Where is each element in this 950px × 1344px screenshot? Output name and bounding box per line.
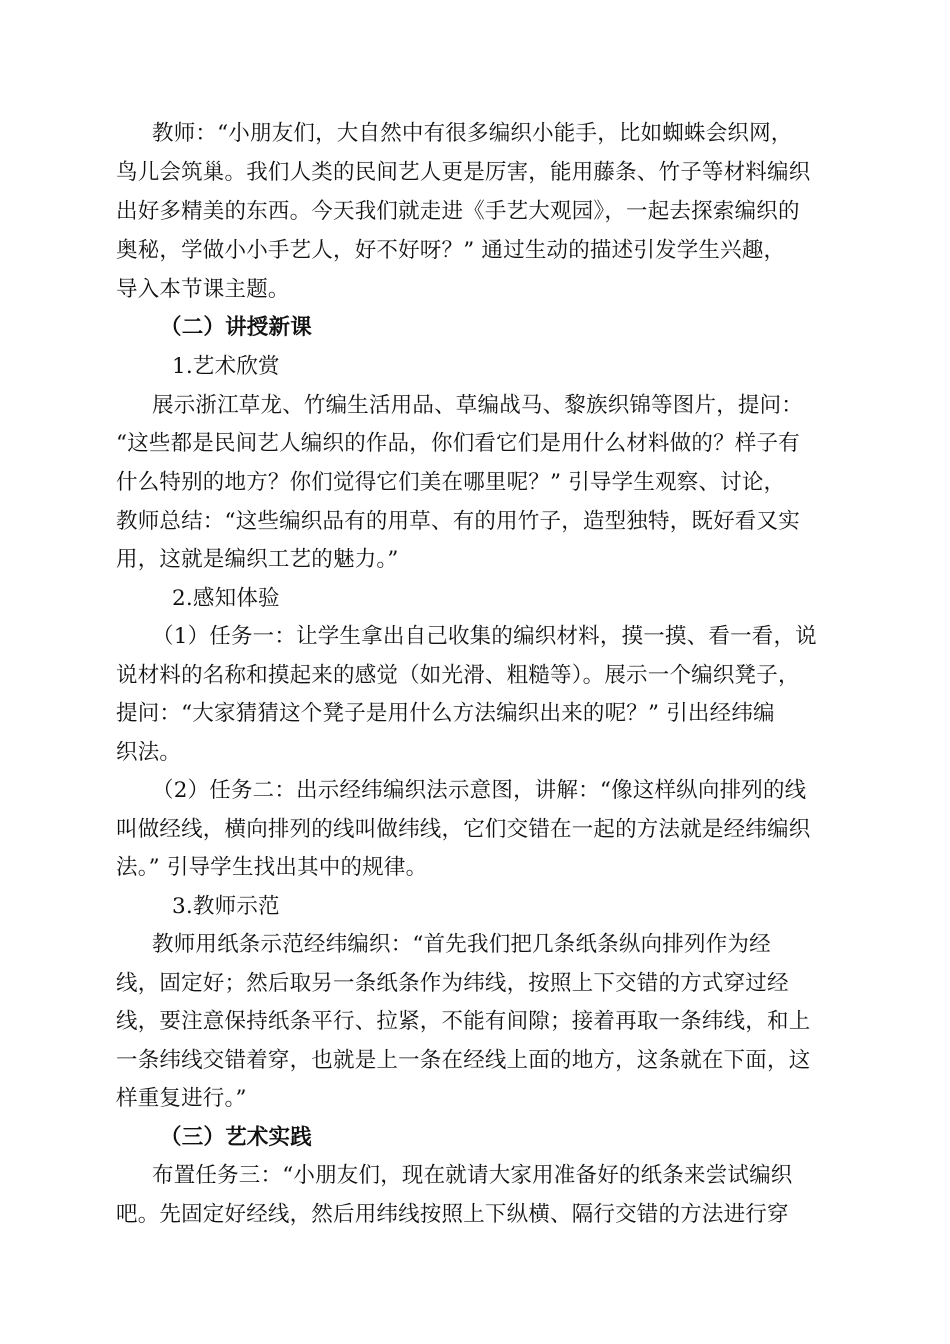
text-line: 法。” 引导学生找出其中的规律。 [116,855,428,880]
text-line: （2）任务二：出示经纬编织法示意图，讲解：“像这样纵向排列的线 [152,778,807,803]
text-line: 什么特别的地方？你们觉得它们美在哪里呢？” 引导学生观察、讨论， [116,470,786,495]
text-line: 说材料的名称和摸起来的感觉（如光滑、粗糙等）。展示一个编织凳子， [116,663,800,688]
text-line: 教师：“小朋友们，大自然中有很多编织小能手，比如蜘蛛会织网， [152,121,793,146]
subsection-heading: 2.感知体验 [172,586,280,611]
text-line: 布置任务三：“小朋友们，现在就请大家用准备好的纸条来尝试编织 [152,1163,793,1188]
text-line: 用，这就是编织工艺的魅力。” [116,547,399,572]
section-heading-3: （三）艺术实践 [160,1125,312,1150]
text-line: 鸟儿会筑巢。我们人类的民间艺人更是厉害，能用藤条、竹子等材料编织 [116,160,811,185]
text-line: 叫做经线，横向排列的线叫做纬线，它们交错在一起的方法就是经纬编织 [116,817,811,842]
text-line: “这些都是民间艺人编织的作品，你们看它们是用什么材料做的？样子有 [116,431,800,456]
text-line: 织法。 [116,740,182,765]
text-line: 奥秘，学做小小手艺人，好不好呀？” 通过生动的描述引发学生兴趣， [116,238,786,263]
text-line: 导入本节课主题。 [116,277,290,302]
text-line: 提问：“大家猜猜这个凳子是用什么方法编织出来的呢？” 引出经纬编 [116,701,775,726]
text-line: 线，要注意保持纸条平行、拉紧，不能有间隙；接着再取一条纬线，和上 [116,1009,811,1034]
text-line: 教师总结：“这些编织品有的用草、有的用竹子，造型独特，既好看又实 [116,509,800,534]
text-line: 出好多精美的东西。今天我们就走进《手艺大观园》，一起去探索编织的 [116,199,800,224]
section-heading-2: （二）讲授新课 [160,315,312,340]
text-line: 吧。先固定好经线，然后用纬线按照上下纵横、隔行交错的方法进行穿 [116,1202,789,1227]
text-line: 样重复进行。” [116,1086,247,1111]
subsection-heading: 1.艺术欣赏 [172,354,280,379]
text-line: （1）任务一：让学生拿出自己收集的编织材料，摸一摸、看一看，说 [152,624,817,649]
subsection-heading: 3.教师示范 [172,894,280,919]
text-line: 线，固定好；然后取另一条纸条作为纬线，按照上下交错的方式穿过经 [116,971,789,996]
text-line: 一条纬线交错着穿，也就是上一条在经线上面的地方，这条就在下面，这 [116,1048,811,1073]
text-line: 教师用纸条示范经纬编织：“首先我们把几条纸条纵向排列作为经 [152,932,771,957]
text-line: 展示浙江草龙、竹编生活用品、草编战马、黎族织锦等图片，提问： [152,393,804,418]
